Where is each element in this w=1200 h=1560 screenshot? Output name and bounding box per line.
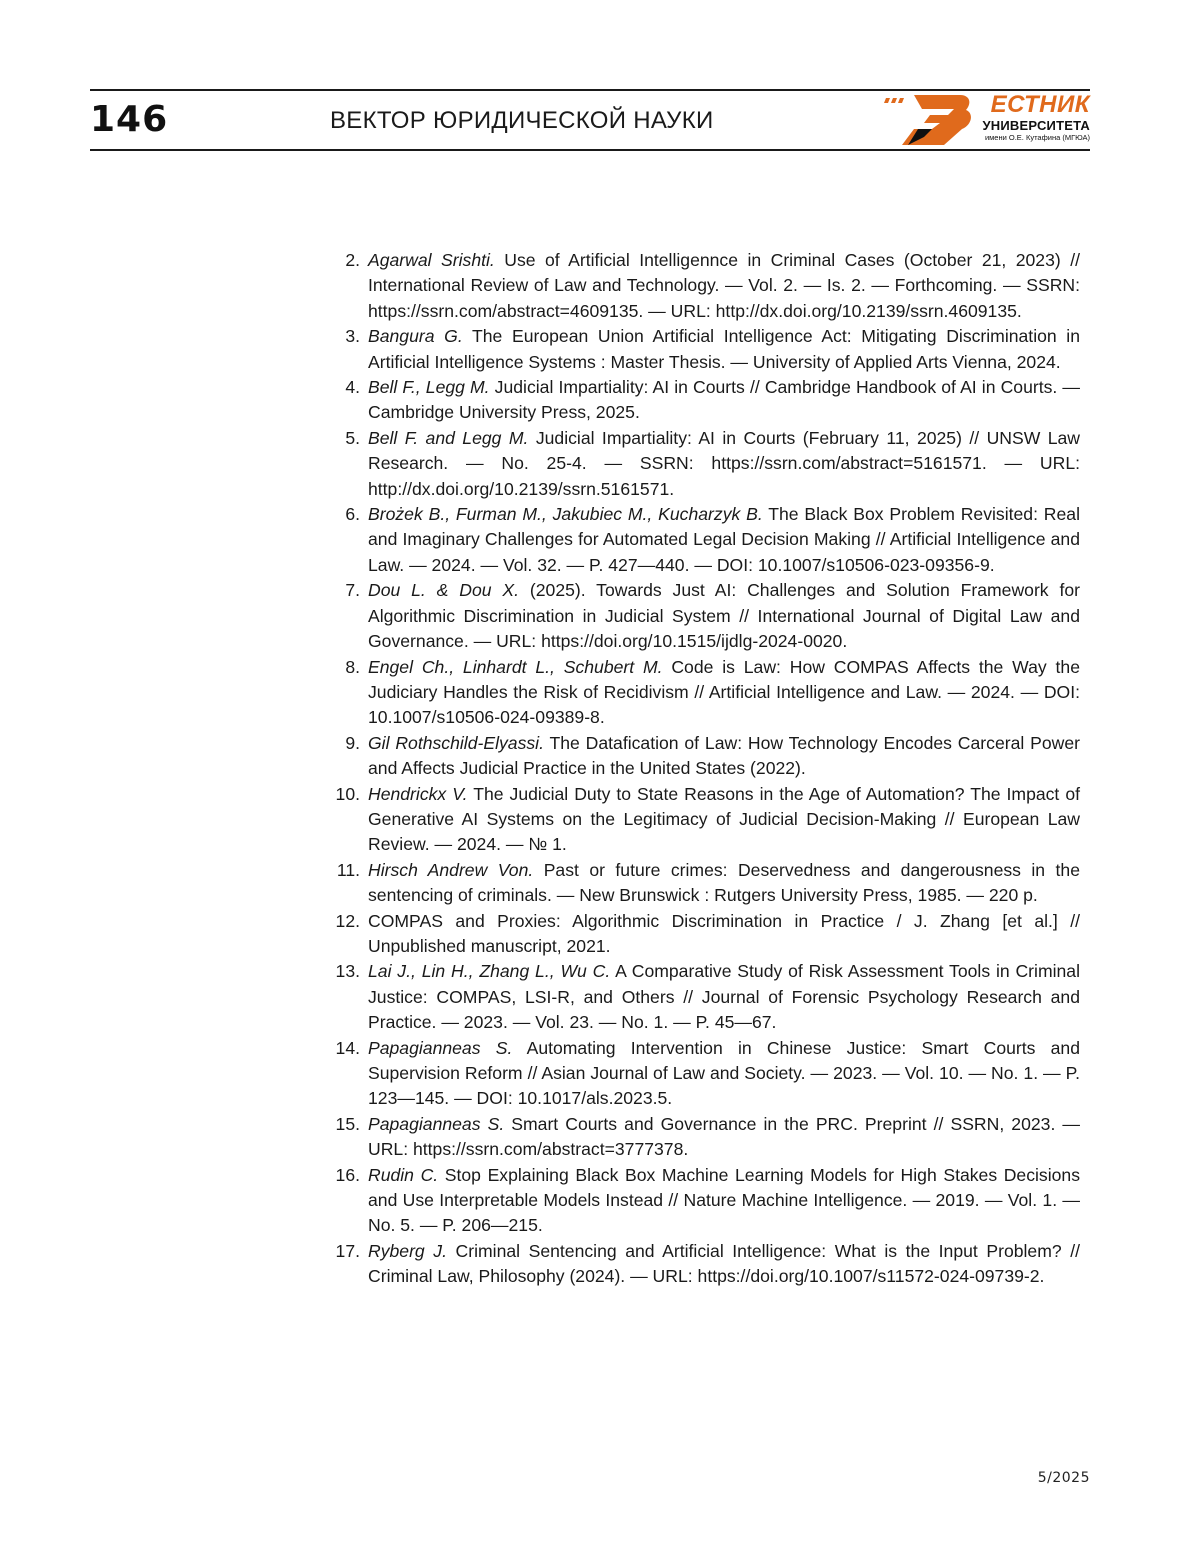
reference-text: Judicial Impartiality: AI in Courts // Cambridge Handbook of AI in Courts. — Cambridge University Press, 2025. — [368, 377, 1080, 422]
reference-author: Bell F. and Legg M. — [368, 428, 528, 448]
reference-author: Engel Ch., Linhardt L., Schubert M. — [368, 657, 663, 677]
reference-text: (2025). Towards Just AI: Challenges and Solution Framework for Algorithmic Discrimination in Judicial System // International Journal of Digital Law and Governance. — URL: https://doi.org/10.1515/ijdlg-2024-0020. — [368, 580, 1080, 651]
reference-item — [330, 578, 1080, 654]
reference-text: Smart Courts and Governance in the PRC. Preprint // SSRN, 2023. — URL: https://ssrn.com/abstract=3777378. — [368, 1114, 1080, 1159]
reference-text: The Judicial Duty to State Reasons in the Age of Automation? The Impact of Generative AI Systems on the Legitimacy of Judicial Decision-Making // European Law Review. — 2024. — № 1. — [368, 784, 1080, 855]
reference-author: Lai J., Lin H., Zhang L., Wu C. — [368, 961, 610, 981]
reference-number: 8. — [330, 655, 360, 680]
reference-item — [330, 1112, 1080, 1163]
reference-item — [330, 909, 1080, 960]
reference-text: The European Union Artificial Intelligence Act: Mitigating Discrimination in Artificial Intelligence Systems : Master Thesis. — University of Applied Arts Vienna, 2024. — [368, 326, 1080, 371]
reference-text: COMPAS and Proxies: Algorithmic Discrimination in Practice / J. Zhang [et al.] // Unpublished manuscript, 2021. — [368, 911, 1080, 956]
reference-text: Criminal Sentencing and Artificial Intelligence: What is the Input Problem? // Criminal Law, Philosophy (2024). — URL: https://doi.org/10.1007/s11572-024-09739-2. — [368, 1241, 1080, 1286]
reference-item — [330, 1036, 1080, 1112]
reference-author: Papagianneas S. — [368, 1038, 512, 1058]
issue-number: 5/2025 — [1038, 1468, 1090, 1488]
reference-item — [330, 1163, 1080, 1239]
reference-author: Ryberg J. — [368, 1241, 447, 1261]
reference-number: 6. — [330, 502, 360, 527]
reference-text: The Black Box Problem Revisited: Real and Imaginary Challenges for Automated Legal Decision Making // Artificial Intelligence and Law. — 2024. — Vol. 32. — P. 427—440. — DOI: 10.1007/s10506-023-09356-9. — [368, 504, 1080, 575]
reference-item — [330, 502, 1080, 578]
running-title: ВЕКТОР ЮРИДИЧЕСКОЙ НАУКИ — [330, 104, 714, 138]
reference-item — [330, 375, 1080, 426]
reference-number: 12. — [330, 909, 360, 934]
reference-item — [330, 426, 1080, 502]
reference-item — [330, 858, 1080, 909]
reference-author: Agarwal Srishti. — [368, 250, 495, 270]
reference-author: Papagianneas S. — [368, 1114, 504, 1134]
reference-item — [330, 655, 1080, 731]
logo-university-text: УНИВЕРСИТЕТА — [940, 118, 1090, 133]
speed-lines-icon — [884, 98, 904, 103]
reference-item — [330, 324, 1080, 375]
reference-author: Bell F., Legg M. — [368, 377, 490, 397]
reference-number: 2. — [330, 248, 360, 273]
reference-text: The Datafication of Law: How Technology Encodes Carceral Power and Affects Judicial Practice in the United States (2022). — [368, 733, 1080, 778]
header-bottom-rule — [90, 149, 1090, 151]
reference-text: Past or future crimes: Deservedness and dangerousness in the sentencing of criminals. — New Brunswick : Rutgers University Press, 1985. — 220 p. — [368, 860, 1080, 905]
reference-number: 9. — [330, 731, 360, 756]
reference-number: 16. — [330, 1163, 360, 1188]
reference-text: A Comparative Study of Risk Assessment Tools in Criminal Justice: COMPAS, LSI-R, and Others // Journal of Forensic Psychology Research and Practice. — 2023. — Vol. 23. — No. 1. — P. 45—67. — [368, 961, 1080, 1032]
reference-author: Brożek B., Furman M., Jakubiec M., Kucharzyk B. — [368, 504, 763, 524]
reference-number: 10. — [330, 782, 360, 807]
reference-text: Judicial Impartiality: AI in Courts (February 11, 2025) // UNSW Law Research. — No. 25-4. — SSRN: https://ssrn.com/abstract=5161571. — URL: http://dx.doi.org/10.2139/ssrn.5161571. — [368, 428, 1080, 499]
reference-author: Dou L. & Dou X. — [368, 580, 519, 600]
reference-item — [330, 248, 1080, 324]
reference-text: Use of Artificial Intelligennce in Criminal Cases (October 21, 2023) // International Review of Law and Technology. — Vol. 2. — Is. 2. — Forthcoming. — SSRN: https://ssrn.com/abstract=4609135. — URL: http://dx.doi.org/10.2139/ssrn.4609135. — [368, 250, 1080, 321]
reference-text: Stop Explaining Black Box Machine Learning Models for High Stakes Decisions and Use Interpretable Models Instead // Nature Machine Intelligence. — 2019. — Vol. 1. — No. 5. — P. 206—215. — [368, 1165, 1080, 1236]
reference-author: Gil Rothschild-Elyassi. — [368, 733, 544, 753]
reference-number: 5. — [330, 426, 360, 451]
reference-text: Code is Law: How COMPAS Affects the Way the Judiciary Handles the Risk of Recidivism // Artificial Intelligence and Law. — 2024. — DOI: 10.1007/s10506-024-09389-8. — [368, 657, 1080, 728]
reference-item — [330, 782, 1080, 858]
reference-number: 17. — [330, 1239, 360, 1264]
reference-author: Hendrickx V. — [368, 784, 468, 804]
reference-item — [330, 731, 1080, 782]
reference-text: Automating Intervention in Chinese Justice: Smart Courts and Supervision Reform // Asian Journal of Law and Society. — 2023. — Vol. 10. — No. 1. — P. 123—145. — DOI: 10.1017/als.2023.5. — [368, 1038, 1080, 1109]
reference-item — [330, 1239, 1080, 1290]
logo-text — [940, 92, 1090, 143]
logo-main-text: ЕСТНИК — [940, 92, 1090, 118]
reference-list — [330, 248, 1080, 1290]
header-top-rule — [90, 89, 1090, 91]
reference-number: 4. — [330, 375, 360, 400]
page-number: 146 — [90, 96, 168, 144]
reference-item — [330, 959, 1080, 1035]
reference-author: Bangura G. — [368, 326, 463, 346]
reference-number: 13. — [330, 959, 360, 984]
reference-number: 7. — [330, 578, 360, 603]
reference-number: 15. — [330, 1112, 360, 1137]
reference-number: 11. — [330, 858, 360, 883]
reference-author: Rudin C. — [368, 1165, 438, 1185]
logo-named-after-text: имени О.Е. Кутафина (МГЮА) — [940, 133, 1090, 143]
reference-author: Hirsch Andrew Von. — [368, 860, 533, 880]
reference-number: 14. — [330, 1036, 360, 1061]
reference-number: 3. — [330, 324, 360, 349]
